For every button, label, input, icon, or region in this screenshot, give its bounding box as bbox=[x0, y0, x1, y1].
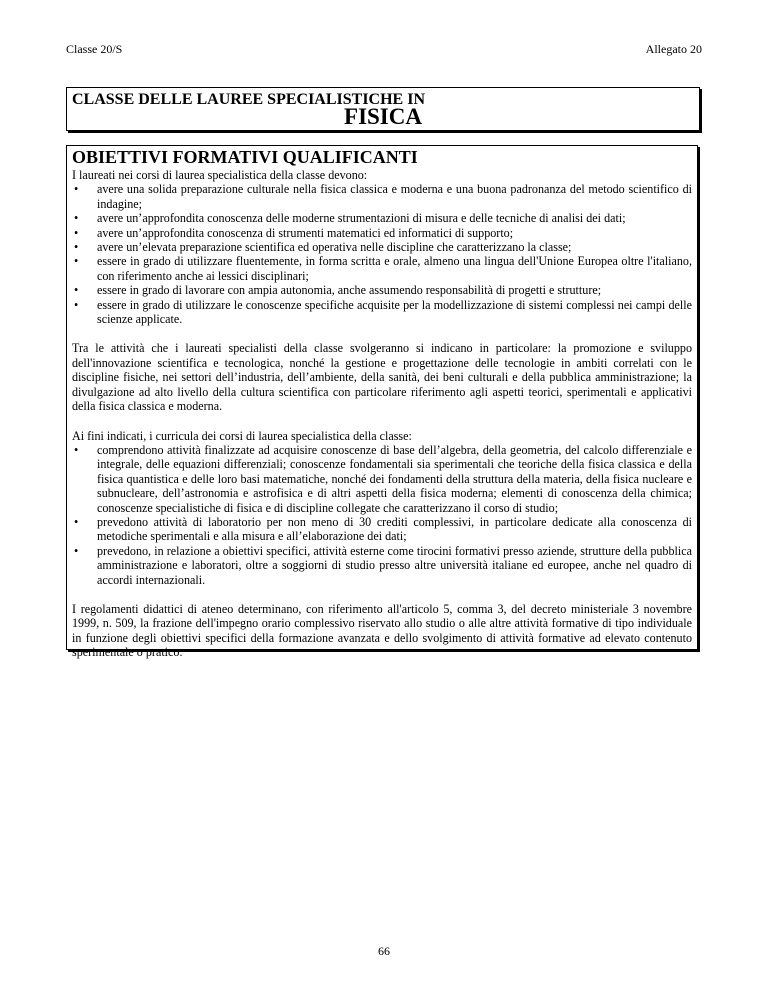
header-attachment-label: Allegato 20 bbox=[645, 42, 702, 56]
list-item: • prevedono attività di laboratorio per non meno di 30 crediti complessivi, in particolare dedicate alla conoscenza di metodiche sperimentali e alla misura e all’elaborazione dei dati; bbox=[72, 515, 692, 544]
header-class-code: Classe 20/S bbox=[66, 42, 123, 56]
list-item: • essere in grado di utilizzare le conoscenze specifiche acquisite per la modellizzazione di sistemi complessi nei campi delle scienze applicate. bbox=[72, 298, 692, 327]
curricula-list bbox=[72, 443, 692, 587]
objectives-box bbox=[66, 145, 698, 660]
list-item: • prevedono, in relazione a obiettivi specifici, attività esterne come tirocini formativi presso aziende, strutture della pubblica amministrazione e laboratori, oltre a soggiorni di studio presso altre università italiane ed europee, anche nel quadro di accordi internazionali. bbox=[72, 544, 692, 587]
list-item: • comprendono attività finalizzate ad acquisire conoscenze di base dell’algebra, della geometria, del calcolo differenziale e integrale, delle equazioni differenziali; conoscenze fondamentali sia sperimentali che teoriche della fisica classica e della fisica quantistica e delle loro basi matematiche, nonché dei fondamenti della struttura della materia, della fisica nucleare e subnucleare, dell’astronomia e astrofisica e di altri aspetti della fisica moderna; elementi di conoscenza della chimica; conoscenze specialistiche di fisica e di discipline collegate che caratterizzano il corso di studio; bbox=[72, 443, 692, 515]
intro-paragraph: I laureati nei corsi di laurea specialistica della classe devono: bbox=[72, 168, 368, 182]
list-item: • avere un’elevata preparazione scientifica ed operativa nelle discipline che caratterizzano la classe; bbox=[72, 240, 692, 254]
list-item: • avere un’approfondita conoscenza di strumenti matematici ed informatici di supporto; bbox=[72, 226, 692, 240]
graduate-requirements-list bbox=[72, 182, 692, 326]
activities-paragraph: Tra le attività che i laureati specialisti della classe svolgeranno si indicano in particolare: la promozione e sviluppo dell'innovazione scientifica e tecnologica, nonché la gestione e progettazione delle tecnologie in ambiti correlati con le discipline fisiche, nei settori dell’industria, dell’ambiente, della sanità, dei beni culturali e della pubblica amministrazione; la divulgazione ad alto livello della cultura scientifica con particolare riferimento agli aspetti teorici, sperimentali e applicativi della fisica classica e moderna. bbox=[72, 341, 692, 414]
list-item: • avere una solida preparazione culturale nella fisica classica e moderna e una buona padronanza del metodo scientifico di indagine; bbox=[72, 182, 692, 211]
title-subject: FISICA bbox=[344, 104, 422, 129]
page-number: 66 bbox=[378, 944, 390, 958]
list-item: • avere un’approfondita conoscenza delle moderne strumentazioni di misura e delle tecniche di analisi dei dati; bbox=[72, 211, 692, 225]
list-item: • essere in grado di utilizzare fluentemente, in forma scritta e orale, almeno una lingua dell'Unione Europea oltre l'italiano, con riferimento anche ai lessici disciplinari; bbox=[72, 254, 692, 283]
title-class-line: CLASSE DELLE LAUREE SPECIALISTICHE IN bbox=[72, 91, 425, 108]
list-item: • essere in grado di lavorare con ampia autonomia, anche assumendo responsabilità di progetti e strutture; bbox=[72, 283, 692, 297]
title-box bbox=[66, 87, 700, 131]
section-title: OBIETTIVI FORMATIVI QUALIFICANTI bbox=[72, 147, 418, 167]
regulations-paragraph: I regolamenti didattici di ateneo determinano, con riferimento all'articolo 5, comma 3, del decreto ministeriale 3 novembre 1999, n. 509, la frazione dell'impegno orario complessivo riservato allo studio o alle altre attività formative di tipo individuale in funzione degli obiettivi specifici della formazione avanzata e dello svolgimento di attività formative ad elevato contenuto sperimentale o pratico. bbox=[72, 601, 692, 660]
curricula-intro-paragraph: Ai fini indicati, i curricula dei corsi di laurea specialistica della classe: bbox=[72, 428, 412, 443]
